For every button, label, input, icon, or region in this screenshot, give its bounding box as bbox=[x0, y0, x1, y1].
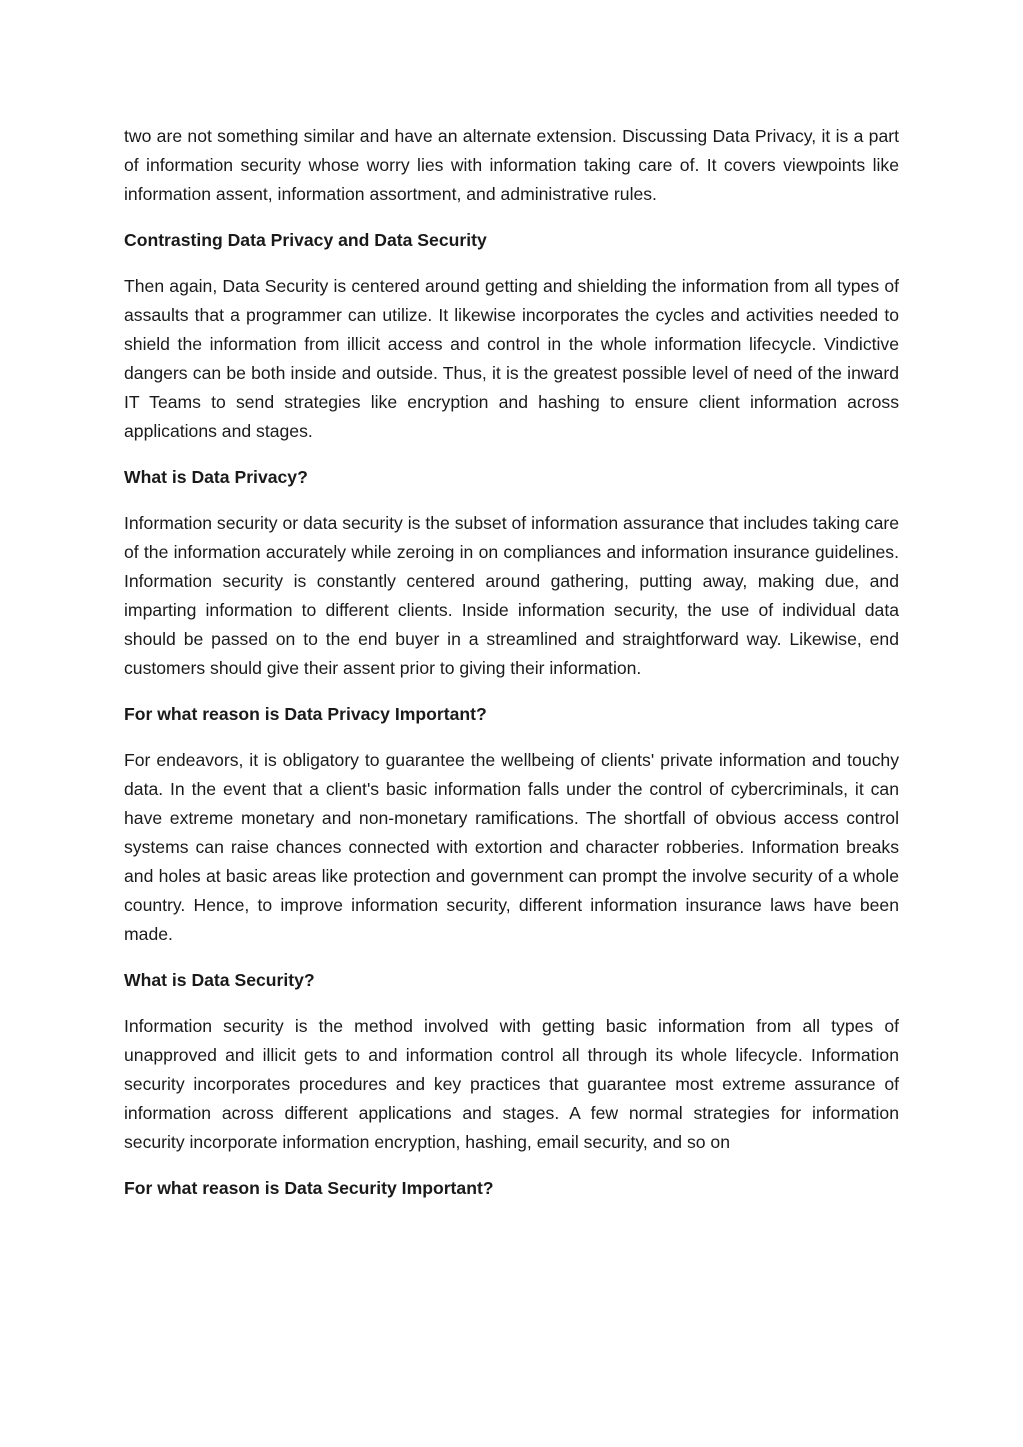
privacy-important-paragraph: For endeavors, it is obligatory to guarantee the wellbeing of clients' private information and touchy data. In the event that a client's basic information falls under the control of cybercriminals, it can have extreme monetary and non-monetary ramifications. The shortfall of obvious access control systems can raise chances connected with extortion and character robberies. Information breaks and holes at basic areas like protection and government can prompt the involve security of a whole country. Hence, to improve information security, different information insurance laws have been made. bbox=[124, 750, 899, 944]
section-heading-security-important: For what reason is Data Security Important? bbox=[124, 1178, 494, 1198]
data-privacy-paragraph: Information security or data security is the subset of information assurance that includes taking care of the information accurately while zeroing in on compliances and information insurance guidelines. Information security is constantly centered around gathering, putting away, making due, and imparting information to different clients. Inside information security, the use of individual data should be passed on to the end buyer in a streamlined and straightforward way. Likewise, end customers should give their assent prior to giving their information. bbox=[124, 513, 899, 678]
section-heading-contrasting: Contrasting Data Privacy and Data Security bbox=[124, 230, 487, 250]
section-heading-what-is-data-privacy: What is Data Privacy? bbox=[124, 467, 308, 487]
document-page bbox=[124, 122, 899, 1220]
section-heading-privacy-important: For what reason is Data Privacy Important? bbox=[124, 704, 487, 724]
intro-paragraph: two are not something similar and have an alternate extension. Discussing Data Privacy, it is a part of information security whose worry lies with information taking care of. It covers viewpoints like information assent, information assortment, and administrative rules. bbox=[124, 126, 899, 204]
contrasting-paragraph: Then again, Data Security is centered around getting and shielding the information from all types of assaults that a programmer can utilize. It likewise incorporates the cycles and activities needed to shield the information from illicit access and control in the whole information lifecycle. Vindictive dangers can be both inside and outside. Thus, it is the greatest possible level of need of the inward IT Teams to send strategies like encryption and hashing to ensure client information across applications and stages. bbox=[124, 276, 899, 441]
section-heading-what-is-data-security: What is Data Security? bbox=[124, 970, 315, 990]
data-security-paragraph: Information security is the method involved with getting basic information from all types of unapproved and illicit gets to and information control all through its whole lifecycle. Information security incorporates procedures and key practices that guarantee most extreme assurance of information across different applications and stages. A few normal strategies for information security incorporate information encryption, hashing, email security, and so on bbox=[124, 1016, 899, 1152]
